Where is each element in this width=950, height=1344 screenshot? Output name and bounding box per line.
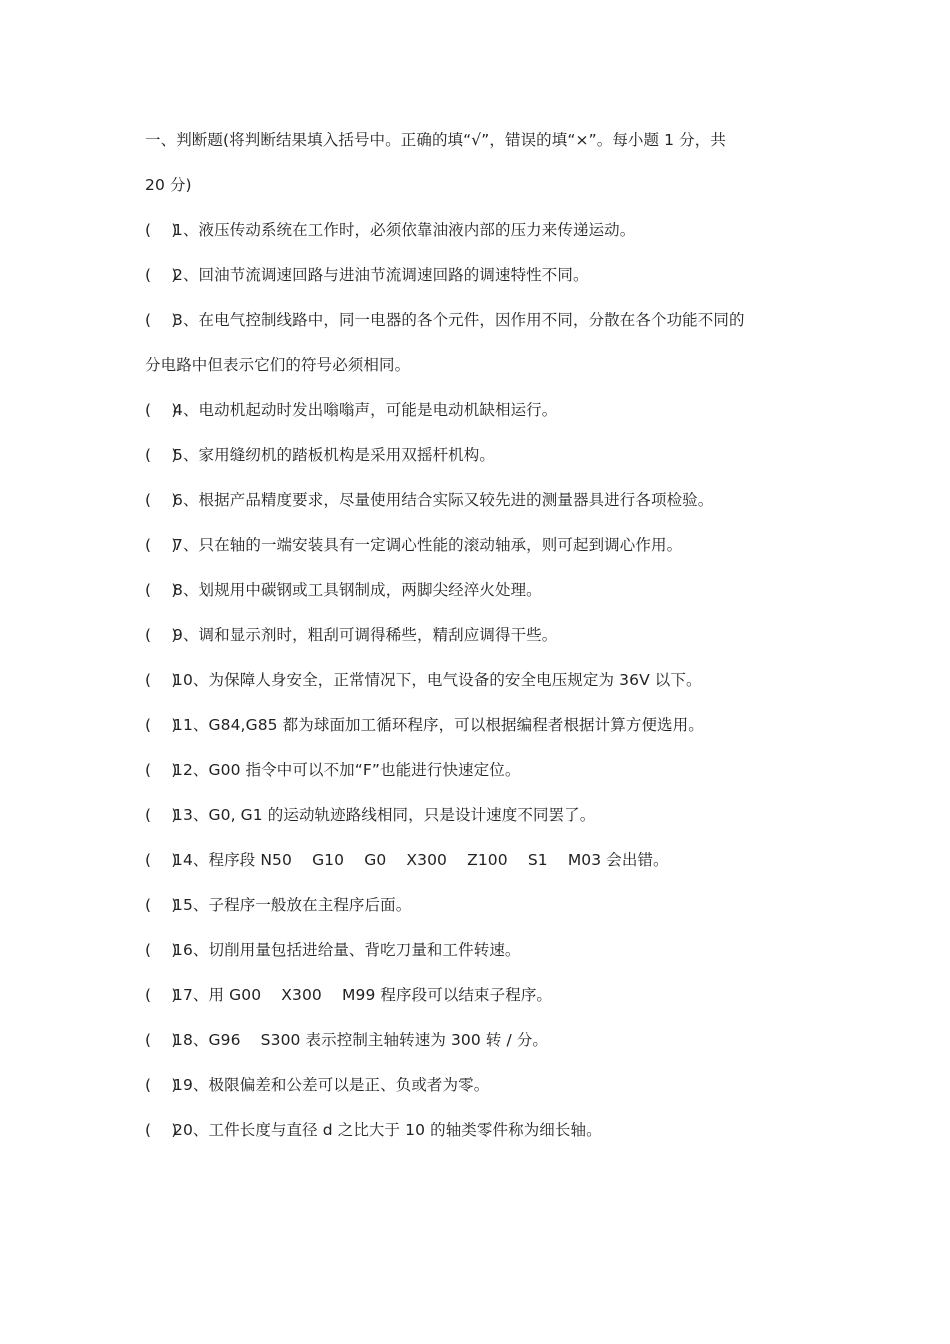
question-7 (145, 523, 805, 568)
answer-blank: ( ) (145, 806, 178, 824)
question-20 (145, 1108, 805, 1153)
question-1 (145, 208, 805, 253)
question-4 (145, 388, 805, 433)
question-text: 15、子程序一般放在主程序后面。 (173, 896, 412, 914)
question-5 (145, 433, 805, 478)
question-15 (145, 883, 805, 928)
question-11 (145, 703, 805, 748)
question-text: 13、G0, G1 的运动轨迹路线相同，只是设计速度不同罢了。 (173, 806, 596, 824)
answer-blank: ( ) (145, 626, 178, 644)
answer-blank: ( ) (145, 1076, 178, 1094)
answer-blank: ( ) (145, 491, 178, 509)
question-text: 16、切削用量包括进给量、背吃刀量和工件转速。 (173, 941, 521, 959)
question-6 (145, 478, 805, 523)
answer-blank: ( ) (145, 671, 178, 689)
answer-blank: ( ) (145, 401, 178, 419)
question-9 (145, 613, 805, 658)
answer-blank: ( ) (145, 536, 178, 554)
question-text: 10、为保障人身安全，正常情况下，电气设备的安全电压规定为 36V 以下。 (173, 671, 702, 689)
question-8 (145, 568, 805, 613)
question-3-continued: 分电路中但表示它们的符号必须相同。 (145, 356, 411, 374)
question-12 (145, 748, 805, 793)
question-19 (145, 1063, 805, 1108)
answer-blank: ( ) (145, 716, 178, 734)
question-text: 14、程序段 N50 G10 G0 X300 Z100 S1 M03 会出错。 (173, 851, 669, 869)
answer-blank: ( ) (145, 941, 178, 959)
question-10 (145, 658, 805, 703)
section-heading: 一、判断题(将判断结果填入括号中。正确的填“√”，错误的填“×”。每小题 1 分，共 (145, 131, 726, 149)
answer-blank: ( ) (145, 266, 178, 284)
answer-blank: ( ) (145, 986, 178, 1004)
question-14 (145, 838, 805, 883)
question-text: 20、工件长度与直径 d 之比大于 10 的轴类零件称为细长轴。 (173, 1121, 602, 1139)
question-text: 9、调和显示剂时，粗刮可调得稀些，精刮应调得干些。 (173, 626, 558, 644)
question-text: 3、在电气控制线路中，同一电器的各个元件，因作用不同，分散在各个功能不同的 (173, 311, 745, 329)
question-text: 11、G84,G85 都为球面加工循环程序，可以根据编程者根据计算方便选用。 (173, 716, 704, 734)
question-text: 1、液压传动系统在工作时，必须依靠油液内部的压力来传递运动。 (173, 221, 636, 239)
question-13 (145, 793, 805, 838)
question-text: 17、用 G00 X300 M99 程序段可以结束子程序。 (173, 986, 553, 1004)
answer-blank: ( ) (145, 761, 178, 779)
answer-blank: ( ) (145, 1121, 178, 1139)
question-2 (145, 253, 805, 298)
question-16 (145, 928, 805, 973)
document-page (145, 118, 805, 1153)
question-3 (145, 298, 805, 343)
question-text: 12、G00 指令中可以不加“F”也能进行快速定位。 (173, 761, 521, 779)
question-text: 19、极限偏差和公差可以是正、负或者为零。 (173, 1076, 490, 1094)
answer-blank: ( ) (145, 1031, 178, 1049)
answer-blank: ( ) (145, 221, 178, 239)
question-text: 18、G96 S300 表示控制主轴转速为 300 转 / 分。 (173, 1031, 549, 1049)
answer-blank: ( ) (145, 311, 178, 329)
section-heading-continued: 20 分) (145, 176, 192, 194)
question-text: 2、回油节流调速回路与进油节流调速回路的调速特性不同。 (173, 266, 589, 284)
answer-blank: ( ) (145, 851, 178, 869)
answer-blank: ( ) (145, 581, 178, 599)
question-text: 7、只在轴的一端安装具有一定调心性能的滚动轴承，则可起到调心作用。 (173, 536, 683, 554)
question-17 (145, 973, 805, 1018)
question-text: 5、家用缝纫机的踏板机构是采用双摇杆机构。 (173, 446, 495, 464)
answer-blank: ( ) (145, 446, 178, 464)
question-text: 4、电动机起动时发出嗡嗡声，可能是电动机缺相运行。 (173, 401, 558, 419)
question-text: 8、划规用中碳钢或工具钢制成，两脚尖经淬火处理。 (173, 581, 542, 599)
answer-blank: ( ) (145, 896, 178, 914)
question-18 (145, 1018, 805, 1063)
question-text: 6、根据产品精度要求，尽量使用结合实际又较先进的测量器具进行各项检验。 (173, 491, 714, 509)
